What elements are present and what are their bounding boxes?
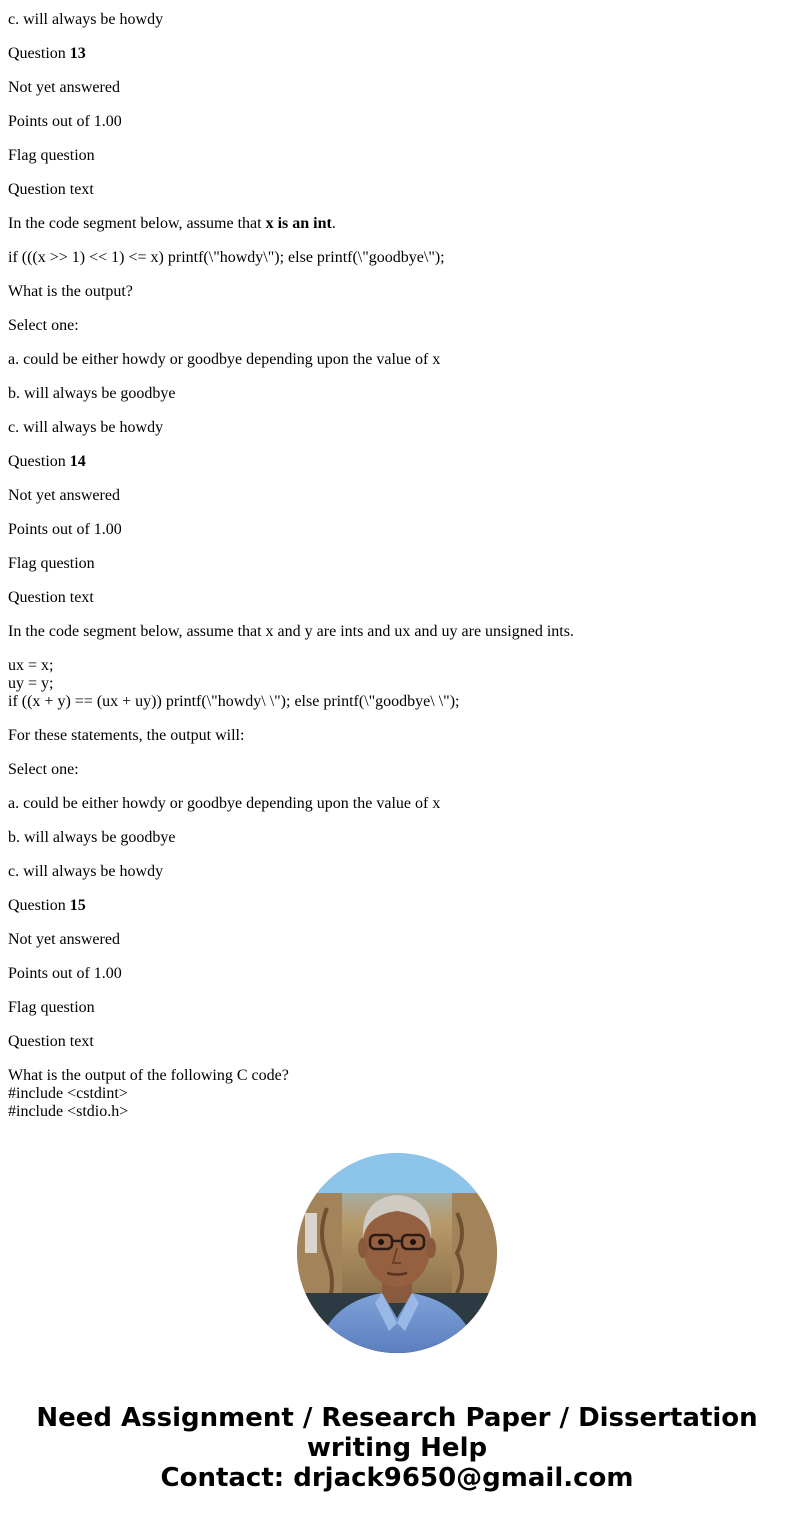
promo-line-2: writing Help [306,1433,488,1463]
q14-stem: In the code segment below, assume that x and y are ints and ux and uy are unsigned ints. [8,623,574,640]
q15-text-label: Question text [8,1033,94,1050]
q15-flag-question[interactable]: Flag question [8,999,95,1016]
q13-stem-prefix: In the code segment below, assume that [8,215,266,232]
q12-option-c: c. will always be howdy [8,11,164,28]
q14-option-c[interactable]: c. will always be howdy [8,863,164,880]
q14-code [8,657,786,711]
q13-stem [8,215,786,233]
q14-status: Not yet answered [8,487,120,504]
q14-code-line-3: if ((x + y) == (ux + uy)) printf(\"howdy\ \"); else printf(\"goodbye\ \"); [8,693,460,710]
q15-stem-line-2: #include <cstdint> [8,1085,128,1102]
q13-stem-bold: x is an int [265,215,332,232]
q14-points: Points out of 1.00 [8,521,122,538]
q14-code-line-2: uy = y; [8,675,54,692]
q14-select-one: Select one: [8,761,79,778]
q13-flag-question[interactable]: Flag question [8,147,95,164]
q13-heading [8,45,786,63]
q14-question: For these statements, the output will: [8,727,245,744]
q13-option-a[interactable]: a. could be either howdy or goodbye depending upon the value of x [8,351,441,368]
q13-option-c[interactable]: c. will always be howdy [8,419,164,436]
q14-code-line-1: ux = x; [8,657,54,674]
q14-flag-question[interactable]: Flag question [8,555,95,572]
q13-code: if (((x >> 1) << 1) <= x) printf(\"howdy\"); else printf(\"goodbye\"); [8,249,445,266]
q15-stem [8,1067,786,1121]
promo-line-1: Need Assignment / Research Paper / Dissertation [36,1403,758,1433]
q13-number: 13 [69,45,86,62]
q13-status: Not yet answered [8,79,120,96]
q14-option-a[interactable]: a. could be either howdy or goodbye depending upon the value of x [8,795,441,812]
q14-text-label: Question text [8,589,94,606]
q15-stem-line-1: What is the output of the following C code? [8,1067,289,1084]
q14-heading-prefix: Question [8,453,70,470]
q13-points: Points out of 1.00 [8,113,122,130]
q14-number: 14 [69,453,86,470]
q15-points: Points out of 1.00 [8,965,122,982]
q15-status: Not yet answered [8,931,120,948]
q15-number: 15 [69,897,86,914]
q15-stem-line-3: #include <stdio.h> [8,1103,129,1120]
promo-contact[interactable]: Contact: drjack9650@gmail.com [160,1463,634,1493]
q15-heading-prefix: Question [8,897,70,914]
q13-stem-suffix: . [331,215,336,232]
author-portrait [297,1153,497,1353]
promo-banner [0,1403,794,1493]
q13-heading-prefix: Question [8,45,70,62]
q13-question: What is the output? [8,283,133,300]
q15-heading [8,897,786,915]
q14-heading [8,453,786,471]
quiz-content [8,11,786,1137]
q13-text-label: Question text [8,181,94,198]
portrait-image [297,1153,497,1353]
q13-select-one: Select one: [8,317,79,334]
q13-option-b[interactable]: b. will always be goodbye [8,385,176,402]
q14-option-b[interactable]: b. will always be goodbye [8,829,176,846]
